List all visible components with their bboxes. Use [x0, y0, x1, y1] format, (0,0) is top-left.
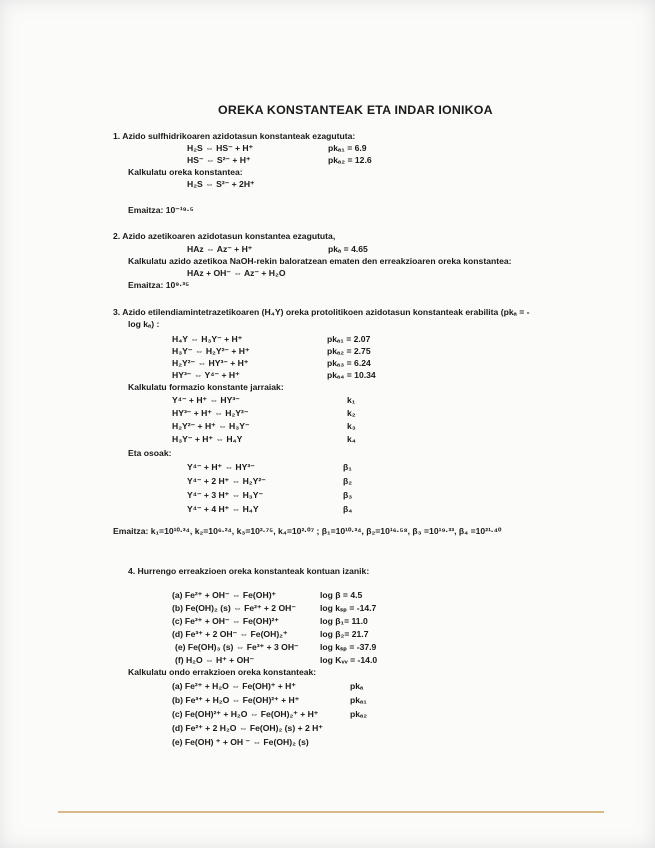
q2-answer: Emaitza: 10⁹·³⁵ — [128, 280, 190, 290]
page-title: OREKA KONSTANTEAK ETA INDAR IONIKOA — [218, 103, 493, 117]
q3-step-reaction: H₃Y⁻ + H⁺ ⇔ H₄Y — [172, 434, 243, 444]
q3-answer: Emaitza: k₁=10¹⁰·³⁴, k₂=10⁶·²⁴, k₃=10²·⁷⁵, k₄=10²·⁰⁷ ; β₁=10¹⁰·³⁴, β₂=10¹⁶·⁵⁸, β₃ =10¹⁹·³³, β₄ =10²¹·⁴⁰ — [113, 526, 502, 536]
q2-heading: 2. Azido azetikoaren azidotasun konstantea ezagututa, — [113, 231, 336, 241]
q3-overall-reaction: Y⁴⁻ + H⁺ ⇔ HY³⁻ — [187, 462, 255, 472]
q3-step-reaction: Y⁴⁻ + H⁺ ⇔ HY³⁻ — [172, 395, 240, 405]
q3-acid-pk: pkₐ₄ = 10.34 — [327, 370, 376, 380]
q1-reaction-2: HS⁻ ⇔ S²⁻ + H⁺ — [187, 155, 251, 165]
q4-find-reaction: (a) Fe²⁺ + H₂O ⇔ Fe(OH)⁺ + H⁺ — [172, 681, 296, 691]
q4-given-reaction: (c) Fe³⁺ + OH⁻ ⇔ Fe(OH)²⁺ — [172, 616, 279, 626]
q4-given-reaction: (e) Fe(OH)₃ (s) ⇔ Fe³⁺ + 3 OH⁻ — [175, 642, 299, 652]
q4-given-reaction: (f) H₂O ⇔ H⁺ + OH⁻ — [175, 655, 255, 665]
q4-given-value: log β₁= 11.0 — [320, 616, 368, 626]
q3-overall-beta: β₁ — [343, 462, 352, 472]
q3-step-k: k₃ — [347, 421, 356, 431]
q3-acid-reaction: H₂Y²⁻ ⇔ HY³⁻ + H⁺ — [172, 358, 249, 368]
q1-ask: Kalkulatu oreka konstantea: — [128, 167, 243, 177]
q4-find-value: pkₐ₂ — [350, 709, 368, 719]
q4-find-reaction: (e) Fe(OH) ⁺ + OH ⁻ ⇔ Fe(OH)₂ (s) — [172, 737, 309, 747]
q4-find-value: pkₐ — [350, 681, 364, 691]
q4-given-reaction: (a) Fe²⁺ + OH⁻ ⇔ Fe(OH)⁺ — [172, 590, 277, 600]
q4-heading: 4. Hurrengo erreakzioen oreka konstanteak kontuan izanik: — [128, 566, 370, 576]
q4-find-reaction: (d) Fe²⁺ + 2 H₂O ⇔ Fe(OH)₂ (s) + 2 H⁺ — [172, 723, 323, 733]
q3-step-k: k₄ — [347, 434, 356, 444]
q4-given-reaction: (d) Fe³⁺ + 2 OH⁻ ⇔ Fe(OH)₂⁺ — [172, 629, 288, 639]
q3-overall-reaction: Y⁴⁻ + 4 H⁺ ⇔ H₄Y — [187, 504, 259, 514]
q1-reaction-3: H₂S ⇔ S²⁻ + 2H⁺ — [187, 179, 255, 189]
q3-acid-pk: pkₐ₁ = 2.07 — [327, 334, 371, 344]
q3-acid-reaction: H₃Y⁻ ⇔ H₂Y²⁻ + H⁺ — [172, 346, 250, 356]
q3-step-k: k₁ — [347, 395, 356, 405]
q3-acid-pk: pkₐ₃ = 6.24 — [327, 358, 371, 368]
q3-acid-reaction: H₄Y ⇔ H₃Y⁻ + H⁺ — [172, 334, 243, 344]
q4-find-value: pkₐ₁ — [350, 695, 367, 705]
q3-step-reaction: H₂Y²⁻ + H⁺ ⇔ H₃Y⁻ — [172, 421, 250, 431]
q3-overall-reaction: Y⁴⁻ + 3 H⁺ ⇔ H₃Y⁻ — [187, 490, 264, 500]
q1-pka2: pkₐ₂ = 12.6 — [328, 155, 372, 165]
q3-step-reaction: HY³⁻ + H⁺ ⇔ H₂Y²⁻ — [172, 408, 249, 418]
q3-acid-reaction: HY³⁻ ⇔ Y⁴⁻ + H⁺ — [172, 370, 240, 380]
q4-given-reaction: (b) Fe(OH)₂ (s) ⇔ Fe²⁺ + 2 OH⁻ — [172, 603, 296, 613]
q4-find-reaction: (b) Fe³⁺ + H₂O ⇔ Fe(OH)²⁺ + H⁺ — [172, 695, 300, 705]
q3-overall-beta: β₃ — [343, 490, 353, 500]
q3-acid-pk: pkₐ₂ = 2.75 — [327, 346, 371, 356]
q2-pka: pkₐ = 4.65 — [328, 244, 368, 254]
q3-ask: Kalkulatu formazio konstante jarraiak: — [128, 382, 284, 392]
q2-ask: Kalkulatu azido azetikoa NaOH-rekin baloratzean ematen den erreakzioaren oreka konstantea: — [128, 256, 512, 266]
q3-overall-reaction: Y⁴⁻ + 2 H⁺ ⇔ H₂Y²⁻ — [187, 476, 266, 486]
q4-given-value: log kₛₚ = -37.9 — [320, 642, 377, 652]
q3-overall-beta: β₂ — [343, 476, 353, 486]
q4-given-value: log Kᵥᵥ = -14.0 — [320, 655, 378, 665]
q1-answer: Emaitza: 10⁻¹⁹·⁵ — [128, 205, 194, 215]
q4-given-value: log β₂= 21.7 — [320, 629, 369, 639]
q1-heading: 1. Azido sulfhidrikoaren azidotasun konstanteak ezagututa: — [113, 131, 356, 141]
q1-pka1: pkₐ₁ = 6.9 — [328, 143, 367, 153]
q4-given-value: log kₛₚ = -14.7 — [320, 603, 377, 613]
q4-find-reaction: (c) Fe(OH)²⁺ + H₂O ⇔ Fe(OH)₂⁺ + H⁺ — [172, 709, 319, 719]
q2-reaction-1: HAz ⇔ Az⁻ + H⁺ — [187, 244, 253, 254]
q4-ask: Kalkulatu ondo errakzioen oreka konstanteak: — [128, 667, 317, 677]
q3-heading-line-1: 3. Azido etilendiamintetrazetikoaren (H₄Y) oreka protolitikoen azidotasun konstanteak erabilita (pkₐ = - — [113, 307, 530, 317]
q1-reaction-1: H₂S ⇔ HS⁻ + H⁺ — [187, 143, 254, 153]
q4-given-value: log β = 4.5 — [320, 590, 363, 600]
q3-heading-line-2: log kₐ) : — [128, 319, 160, 329]
q3-overall-beta: β₄ — [343, 504, 353, 514]
q3-step-k: k₂ — [347, 408, 356, 418]
bottom-divider — [58, 811, 604, 813]
q3-eta-osoak: Eta osoak: — [128, 448, 172, 458]
q2-reaction-2: HAz + OH⁻ ⇔ Az⁻ + H₂O — [187, 268, 286, 278]
